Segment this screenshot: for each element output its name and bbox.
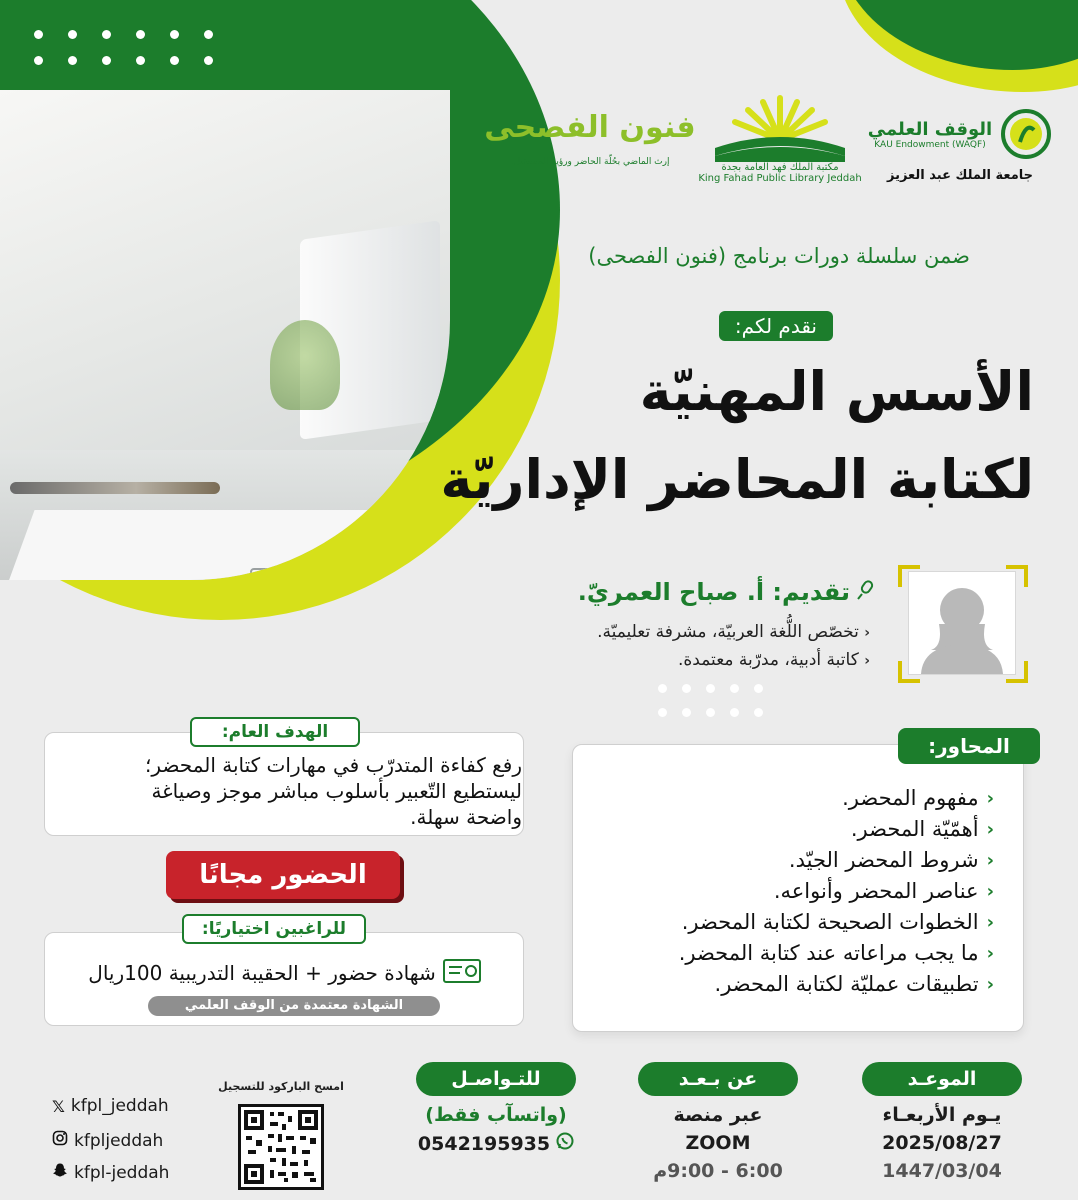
remote-label: عن بـعـد <box>638 1062 798 1096</box>
funun-logo <box>484 110 696 167</box>
free-attendance-badge: الحضور مجانًا <box>166 851 400 899</box>
present-badge: نقدم لكم: <box>719 311 833 341</box>
axis-item: ‹ مفهوم المحضر. <box>842 786 994 810</box>
axis-item: ‹ الخطوات الصحيحة لكتابة المحضر. <box>681 910 994 934</box>
contact-phone: 0542195935 <box>417 1132 551 1155</box>
chevron-left-icon: ‹ <box>864 625 870 641</box>
chevron-left-icon: ‹ <box>986 911 994 933</box>
optional-text-row <box>54 958 516 988</box>
kau-logo <box>867 108 1050 183</box>
title-line-1: الأسس المهنيّة <box>639 360 1034 423</box>
date-hijri: 1447/03/04 <box>882 1160 1002 1182</box>
kau-emblem-icon <box>1000 108 1052 160</box>
funun-logo-tagline: إرث الماضي بحُلّة الحاضر ورؤية المستقبل. <box>510 157 670 167</box>
x-icon: 𝕏 <box>52 1096 65 1116</box>
avatar <box>908 571 1016 675</box>
social-x[interactable]: 𝕏 kfpl_jeddah <box>52 1096 169 1116</box>
axis-item: ‹ تطبيقات عمليّة لكتابة المحضر. <box>714 972 994 996</box>
decor-dots-middle <box>650 680 770 720</box>
chevron-left-icon: ‹ <box>986 818 994 840</box>
presenter-name-text: تقديم: أ. صباح العمريّ. <box>577 578 850 606</box>
microphone-icon <box>856 579 878 607</box>
axes-label: المحاور: <box>898 728 1040 764</box>
axis-item: ‹ أهمّيّة المحضر. <box>850 817 994 841</box>
chevron-left-icon: ‹ <box>986 880 994 902</box>
chevron-left-icon: ‹ <box>864 653 870 669</box>
instagram-icon <box>52 1130 68 1151</box>
date-label: الموعـد <box>862 1062 1022 1096</box>
snapchat-icon <box>52 1162 68 1183</box>
library-name-en: King Fahad Public Library Jeddah <box>698 173 862 184</box>
optional-text: شهادة حضور + الحقيبة التدريبية 100ريال <box>88 961 436 985</box>
library-logo <box>700 92 860 184</box>
office-photo <box>0 90 450 580</box>
remote-platform: عبر منصة <box>673 1104 763 1126</box>
goal-label: الهدف العام: <box>190 717 360 747</box>
contact-phone-row[interactable] <box>406 1132 586 1155</box>
optional-label: للراغبين اختياريًا: <box>182 914 366 944</box>
axes-list <box>679 786 994 996</box>
presenter-line-2: ‹ كاتبة أدبية، مدرّبة معتمدة. <box>678 650 870 670</box>
whatsapp-icon <box>556 1132 574 1155</box>
title-line-2: لكتابة المحاضر الإداريّة <box>440 448 1034 511</box>
kau-name-en: KAU Endowment (WAQF) <box>874 139 986 150</box>
series-caption: ضمن سلسلة دورات برنامج (فنون الفصحى) <box>588 244 970 268</box>
funun-logo-name: فنون الفصحى <box>484 110 696 145</box>
library-sun-icon <box>705 92 855 162</box>
axis-item: ‹ ما يجب مراعاته عند كتابة المحضر. <box>678 941 994 965</box>
axis-item: ‹ عناصر المحضر وأنواعه. <box>773 879 994 903</box>
chevron-left-icon: ‹ <box>986 849 994 871</box>
decor-dots-top <box>0 0 240 70</box>
person-silhouette-icon <box>909 572 1015 674</box>
social-snapchat[interactable]: kfpl-jeddah <box>52 1162 169 1183</box>
presenter-line-1: ‹ تخصّص اللُّغة العربيّة، مشرفة تعليميّة. <box>597 622 870 642</box>
contact-note: (واتسآب فقط) <box>425 1104 567 1126</box>
social-instagram[interactable]: kfpljeddah <box>52 1130 163 1151</box>
date-day: يـوم الأربعـاء <box>882 1104 1002 1126</box>
chevron-left-icon: ‹ <box>986 942 994 964</box>
chevron-left-icon: ‹ <box>986 787 994 809</box>
kau-university: جامعة الملك عبد العزيز <box>887 168 1033 183</box>
library-name-ar: مكتبة الملك فهد العامة بجدة <box>721 162 839 173</box>
axis-item: ‹ شروط المحضر الجيّد. <box>788 848 994 872</box>
certificate-note: الشهادة معتمدة من الوقف العلمي <box>148 996 440 1016</box>
qr-label: امسح الباركود للتسجيل <box>218 1080 344 1093</box>
certificate-icon <box>442 958 482 988</box>
presenter-name <box>578 578 878 607</box>
registration-qr-code[interactable] <box>238 1104 324 1190</box>
remote-zoom: ZOOM <box>685 1132 751 1154</box>
chevron-left-icon: ‹ <box>986 973 994 995</box>
contact-label: للتـواصـل <box>416 1062 576 1096</box>
date-gregorian: 2025/08/27 <box>882 1132 1002 1154</box>
goal-text: رفع كفاءة المتدرّب في مهارات كتابة المحضر؛ ليستطيع التّعبير بأسلوب مباشر موجز وصياغة واضحة سهلة. <box>145 753 522 829</box>
remote-time: 6:00 - 9:00م <box>653 1160 783 1182</box>
kau-name-ar: الوقف العلمي <box>867 118 993 140</box>
